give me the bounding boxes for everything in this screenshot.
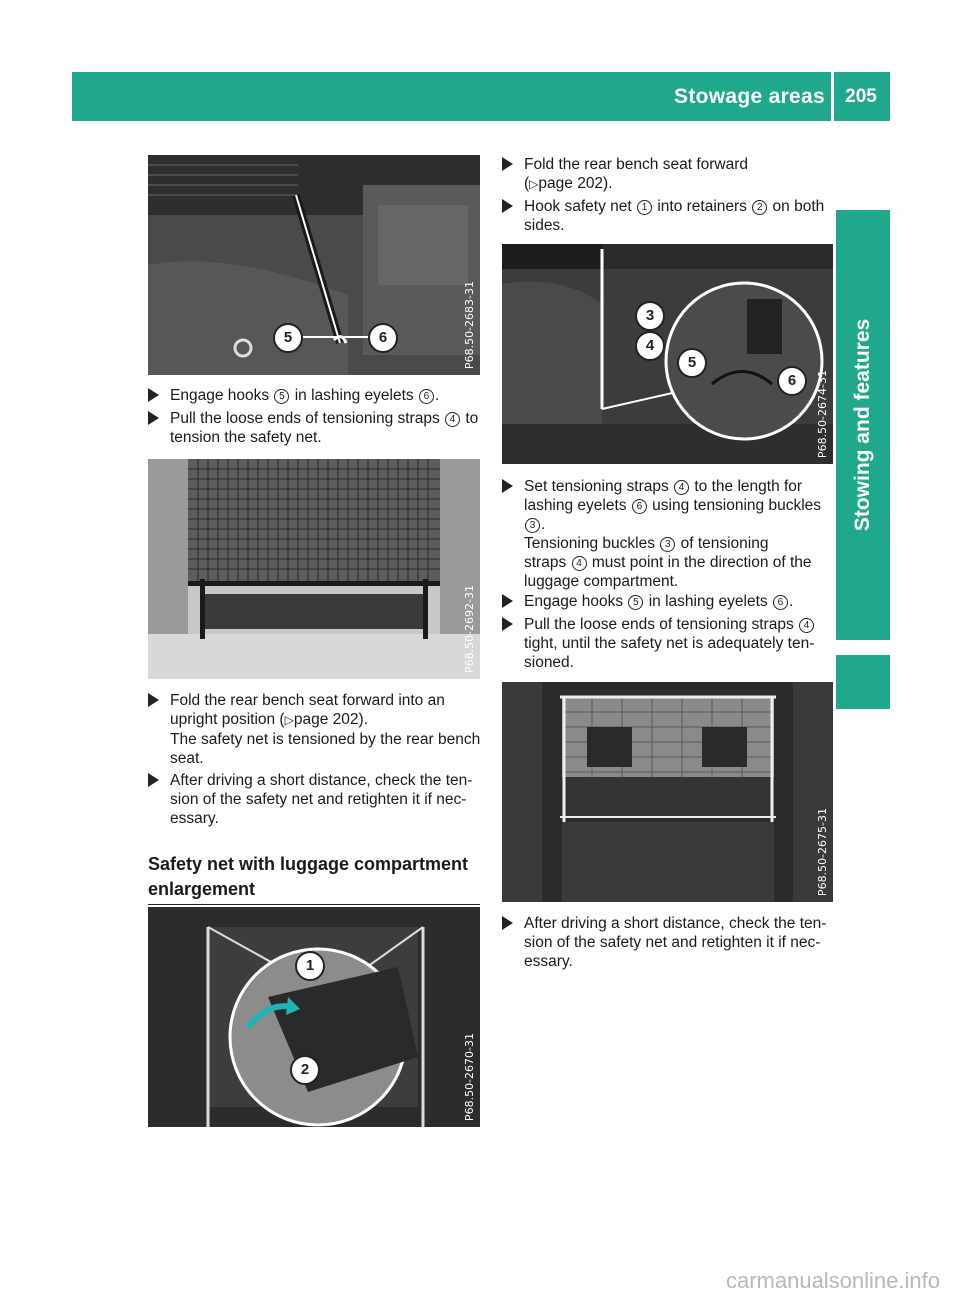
instruction-step <box>502 592 856 611</box>
footer-watermark: carmanualsonline.info <box>725 1268 940 1293</box>
step-text: sion of the safety net and retighten it if nec- <box>170 791 467 808</box>
step-text: After driving a short distance, check the ten- <box>524 915 827 932</box>
callout-ref: 4 <box>674 480 689 495</box>
step-text: on both <box>768 198 825 215</box>
figure-code: P68.50-2670-31 <box>463 1032 476 1121</box>
section-heading <box>148 852 480 905</box>
step-text: tight, until the safety net is adequately ten- <box>524 635 815 652</box>
step-text: Engage hooks <box>524 593 628 610</box>
figure-tensioning-buckles <box>502 244 833 464</box>
callout-5: 5 <box>273 323 303 353</box>
callout-ref: 3 <box>525 518 540 533</box>
figure-lashing-eyelets-image <box>148 155 480 375</box>
step-text: must point in the direction of the <box>587 554 812 571</box>
step-arrow-icon <box>502 199 513 213</box>
callout-ref: 5 <box>628 595 643 610</box>
step-text: Pull the loose ends of tensioning straps <box>170 410 445 427</box>
step-text: . <box>541 516 546 533</box>
instruction-step <box>502 155 856 194</box>
instruction-step <box>148 691 502 768</box>
page-ref-icon: ▷ <box>284 713 294 727</box>
step-text: sion of the safety net and retighten it if nec- <box>524 934 821 951</box>
instruction-step <box>148 386 502 405</box>
step-arrow-icon <box>148 388 159 402</box>
step-text: in lashing eyelets <box>644 593 772 610</box>
figure-safety-net-rear-image <box>148 459 480 679</box>
step-text: straps <box>524 554 571 571</box>
chapter-tab-label: Stowing and features <box>851 318 874 532</box>
figure-hook-retainer <box>148 907 480 1127</box>
step-text: luggage compartment. <box>524 573 679 590</box>
callout-ref: 4 <box>799 618 814 633</box>
callout-4: 4 <box>635 331 665 361</box>
step-text: Hook safety net <box>524 198 637 215</box>
callout-ref: 6 <box>419 389 434 404</box>
figure-lashing-eyelets <box>148 155 480 375</box>
step-text: Set tensioning straps <box>524 478 674 495</box>
step-arrow-icon <box>502 916 513 930</box>
page-number: 205 <box>845 86 877 107</box>
callout-ref: 4 <box>572 556 587 571</box>
callout-5: 5 <box>677 348 707 378</box>
page-ref-link[interactable]: page 202). <box>538 175 613 192</box>
step-text: sides. <box>524 217 565 234</box>
instruction-step <box>502 914 856 971</box>
step-text: Engage hooks <box>170 387 274 404</box>
step-arrow-icon <box>148 773 159 787</box>
callout-1: 1 <box>295 951 325 981</box>
figure-net-installed <box>502 682 833 902</box>
header-divider <box>831 72 834 121</box>
figure-tensioning-buckles-image <box>502 244 833 464</box>
instruction-step <box>148 771 502 828</box>
step-text: Fold the rear bench seat forward <box>524 156 749 173</box>
instruction-step <box>502 615 856 672</box>
step-arrow-icon <box>502 617 513 631</box>
callout-ref: 3 <box>660 537 675 552</box>
instruction-step <box>502 197 856 235</box>
callout-ref: 1 <box>637 200 652 215</box>
step-text: Pull the loose ends of tensioning straps <box>524 616 799 633</box>
callout-ref: 6 <box>632 499 647 514</box>
page-header <box>72 72 890 121</box>
callout-ref: 6 <box>773 595 788 610</box>
page-ref-icon: ▷ <box>529 177 539 191</box>
step-text: tension the safety net. <box>170 429 322 446</box>
step-text: sioned. <box>524 654 574 671</box>
step-arrow-icon <box>502 479 513 493</box>
step-arrow-icon <box>502 157 513 171</box>
step-arrow-icon <box>148 693 159 707</box>
instruction-step <box>502 477 856 591</box>
step-text: Fold the rear bench seat forward into an <box>170 692 445 709</box>
section-title-header: Stowage areas <box>674 85 825 108</box>
step-text: . <box>788 593 794 610</box>
step-text: into retainers <box>653 198 752 215</box>
step-text: of tensioning <box>676 535 769 552</box>
callout-3: 3 <box>635 301 665 331</box>
step-text: ( <box>524 175 530 192</box>
figure-safety-net-rear <box>148 459 480 679</box>
step-arrow-icon <box>148 411 159 425</box>
step-text: seat. <box>170 750 204 767</box>
callout-6: 6 <box>777 366 807 396</box>
figure-code: P68.50-2675-31 <box>816 807 829 896</box>
section-heading-line: Safety net with luggage compartment <box>148 854 469 874</box>
step-text: The safety net is tensioned by the rear bench <box>170 731 481 748</box>
page-ref-link[interactable]: page 202). <box>293 711 368 728</box>
callout-6: 6 <box>368 323 398 353</box>
step-text: using tensioning buckles <box>647 497 822 514</box>
figure-hook-retainer-image <box>148 907 480 1127</box>
step-text: lashing eyelets <box>524 497 631 514</box>
step-text: upright position ( <box>170 711 285 728</box>
callout-ref: 4 <box>445 412 460 427</box>
instruction-step <box>148 409 502 447</box>
step-text: . <box>434 387 440 404</box>
step-text: essary. <box>524 953 573 970</box>
step-arrow-icon <box>502 594 513 608</box>
step-text: in lashing eyelets <box>290 387 418 404</box>
step-text: essary. <box>170 810 219 827</box>
figure-code: P68.50-2674-31 <box>816 369 829 458</box>
figure-code: P68.50-2692-31 <box>463 584 476 673</box>
callout-2: 2 <box>290 1055 320 1085</box>
figure-code: P68.50-2683-31 <box>463 280 476 369</box>
figure-net-installed-image <box>502 682 833 902</box>
section-heading-line: enlargement <box>148 879 256 899</box>
callout-ref: 5 <box>274 389 289 404</box>
step-text: After driving a short distance, check the ten- <box>170 772 473 789</box>
step-text: Tensioning buckles <box>524 535 660 552</box>
step-text: to the length for <box>690 478 803 495</box>
step-text: to <box>461 410 479 427</box>
callout-ref: 2 <box>752 200 767 215</box>
